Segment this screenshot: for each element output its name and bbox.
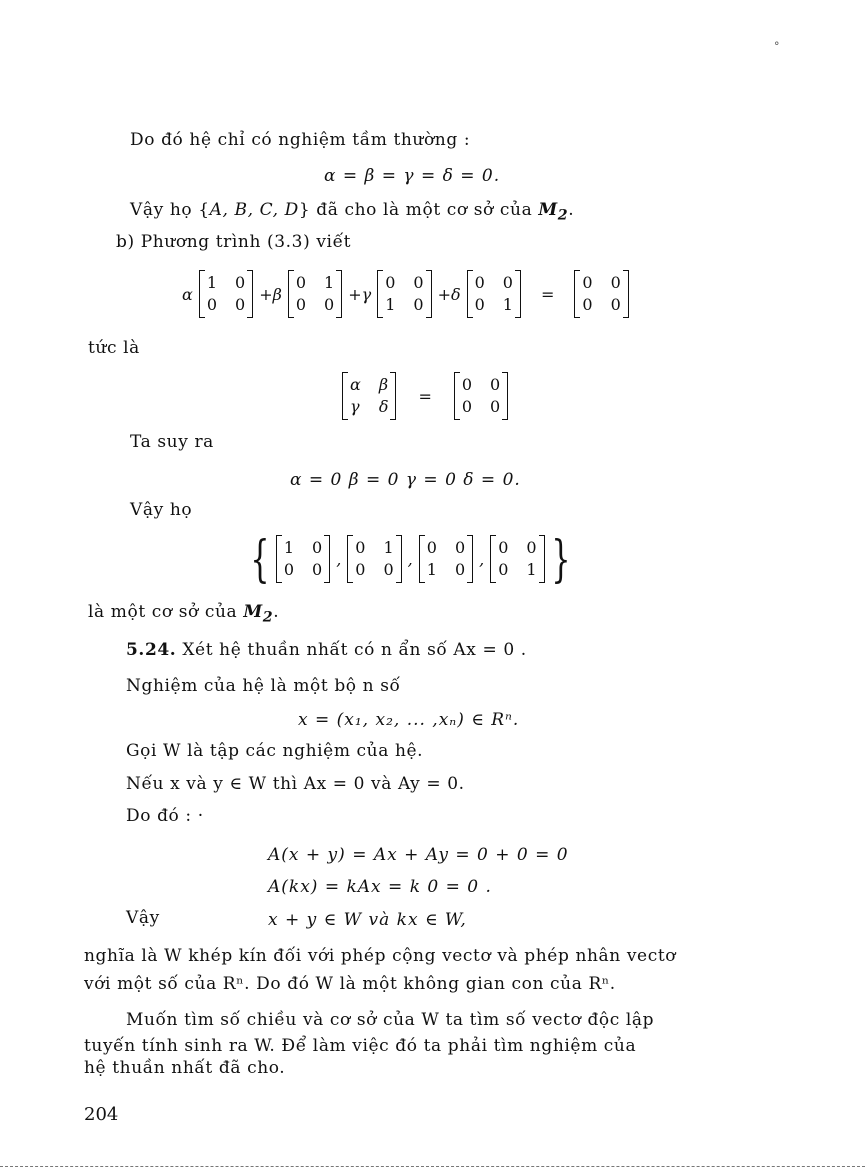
text-line: Ta suy ra (130, 432, 214, 452)
matrix-space-symbol (243, 602, 274, 626)
left-brace: { (250, 530, 270, 588)
text-span: là một cơ sở của (88, 602, 238, 622)
matrix: 1 0 0 0 (199, 270, 253, 318)
exercise-number: 5.24. (126, 640, 177, 660)
equation-line: A(kx) = kAx = k 0 = 0 . (268, 877, 492, 897)
text-line: Vậy họ {A, B, C, D} đã cho là một cơ sở của $M_2$. (130, 200, 575, 224)
matrix: α β γ δ (342, 372, 396, 420)
text-line: Nghiệm của hệ là một bộ n số (126, 676, 401, 696)
text-span: Xét hệ thuần nhất có n ẩn số Ax = 0 . (182, 640, 527, 660)
coef: +δ (437, 284, 461, 304)
text-line (126, 640, 527, 660)
equals-sign: = (418, 386, 432, 406)
text-line: Vậy họ (130, 500, 193, 520)
text-line: Do đó : · (126, 806, 204, 826)
matrix: 0 0 1 0 (377, 270, 431, 318)
equation-line: x = (x₁, x₂, ... ,xₙ) ∈ Rⁿ. (298, 710, 520, 730)
coef: +β (259, 284, 282, 304)
basis-set (244, 530, 576, 588)
page-bottom-rule (0, 1166, 865, 1167)
space-subscript: 2 (557, 207, 569, 224)
separator: , (407, 549, 413, 569)
text-line: tuyến tính sinh ra W. Để làm việc đó ta phải tìm nghiệm của (84, 1036, 637, 1056)
right-brace: } (550, 530, 571, 588)
matrix: 0 0 0 0 (574, 270, 628, 318)
text-span: A, B, C, D (209, 200, 299, 220)
separator: , (336, 549, 342, 569)
coef: α (182, 284, 193, 304)
text-line: là một cơ sở của $M_2$. (88, 602, 280, 626)
space-letter: M (538, 200, 558, 220)
matrix: 0 0 0 1 (490, 535, 544, 583)
text-line: hệ thuần nhất đã cho. (84, 1058, 286, 1078)
equation-line: α = β = γ = δ = 0. (324, 166, 501, 186)
text-line: Nếu x và y ∈ W thì Ax = 0 và Ay = 0. (126, 774, 465, 794)
text-line: Gọi W là tập các nghiệm của hệ. (126, 741, 424, 761)
text-span: Vậy họ { (130, 200, 210, 220)
matrix: 0 0 0 0 (454, 372, 508, 420)
text-span: } đã cho là một cơ sở của (298, 200, 533, 220)
matrix-equation-2 (342, 372, 508, 420)
matrix-space-symbol (538, 200, 569, 224)
matrix: 0 1 0 0 (288, 270, 342, 318)
matrix: 0 0 1 0 (419, 535, 473, 583)
coef: +γ (348, 284, 372, 304)
page-number: 204 (84, 1104, 119, 1125)
separator: , (479, 549, 485, 569)
matrix: 0 1 0 0 (347, 535, 401, 583)
matrix: 0 0 0 1 (467, 270, 521, 318)
space-letter: M (243, 602, 263, 622)
equation-line: x + y ∈ W và kx ∈ W, (268, 910, 467, 930)
text-line: Vậy (126, 908, 160, 928)
text-line: Do đó hệ chỉ có nghiệm tầm thường : (130, 130, 471, 150)
text-line: Muốn tìm số chiều và cơ sở của W ta tìm số vectơ độc lập (126, 1010, 655, 1030)
text-line: b) Phương trình (3.3) viết (116, 232, 352, 252)
text-line: tức là (88, 338, 140, 358)
text-line: với một số của Rⁿ. Do đó W là một không gian con của Rⁿ. (84, 974, 616, 994)
corner-mark: ° (774, 40, 780, 53)
matrix-equation-1 (176, 270, 629, 318)
space-subscript: 2 (262, 609, 274, 626)
matrix: 1 0 0 0 (276, 535, 330, 583)
equation-line: α = 0 β = 0 γ = 0 δ = 0. (290, 470, 521, 490)
equals-sign: = (540, 284, 555, 304)
text-line: nghĩa là W khép kín đối với phép cộng vectơ và phép nhân vectơ (84, 946, 677, 966)
equation-line: A(x + y) = Ax + Ay = 0 + 0 = 0 (268, 845, 569, 865)
